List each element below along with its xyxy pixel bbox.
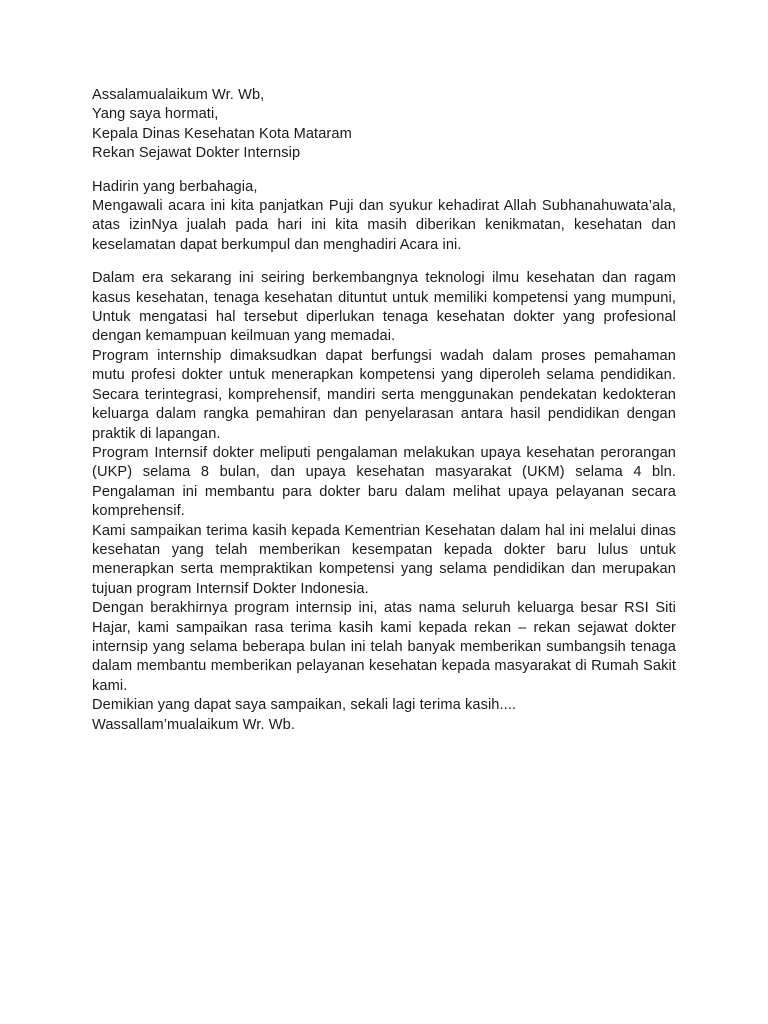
recipient-block	[92, 105, 676, 163]
recipient-line-internship-colleagues: Rekan Sejawat Dokter Internsip	[92, 145, 301, 162]
recipient-line-head-of-health-office: Kepala Dinas Kesehatan Kota Mataram	[92, 125, 352, 142]
body-paragraph-terima-kasih-kementrian: Kami sampaikan terima kasih kepada Kementrian Kesehatan dalam hal ini melalui dinas kesehatan yang telah memberikan kesempatan kepada dokter baru lulus untuk menerapkan serta mempraktikan kompetensi yang selama pendidikan dan merupakan tujuan program Internsif Dokter Indonesia.	[92, 522, 676, 597]
closing-line: Demikian yang dapat saya sampaikan, sekali lagi terima kasih....	[92, 697, 517, 714]
body-paragraph-era-teknologi: Dalam era sekarang ini seiring berkembangnya teknologi ilmu kesehatan dan ragam kasus kesehatan, tenaga kesehatan dituntut untuk memiliki kompetensi yang mumpuni, Untuk mengatasi hal tersebut diperlukan tenaga kesehatan dokter yang profesional dengan kemampuan keilmuan yang memadai.	[92, 270, 676, 345]
salutation-line: Assalamualaikum Wr. Wb,	[92, 87, 265, 103]
opening-block	[92, 178, 676, 256]
body-paragraph-opening: Mengawali acara ini kita panjatkan Puji dan syukur kehadirat Allah Subhanahuwata’ala, atas izinNya jualah pada hari ini kita masih diberikan kenikmatan, kesehatan dan keselamatan dapat berkumpul dan menghadiri Acara ini.	[92, 198, 676, 253]
closing-salutation-line: Wassallam’mualaikum Wr. Wb.	[92, 716, 295, 733]
recipient-line-honorific: Yang saya hormati,	[92, 106, 219, 123]
body-paragraph-ukp-ukm: Program Internsif dokter meliputi pengalaman melakukan upaya kesehatan perorangan (UKP) selama 8 bulan, dan upaya kesehatan masyarakat (UKM) selama 4 bln. Pengalaman ini membantu para dokter baru dalam melihat upaya pelayanan secara komprehensif.	[92, 444, 676, 520]
letter-body	[92, 86, 676, 735]
body-paragraph-berakhirnya-program: Dengan berakhirnya program internsip ini, atas nama seluruh keluarga besar RSI Siti Hajar, kami sampaikan rasa terima kasih kami kepada rekan – rekan sejawat dokter internsip yang selama beberapa bulan ini telah banyak memberikan sumbangsih tenaga dalam membantu memberikan pelayanan kesehatan kepada masyarakat di Rumah Sakit kami.	[92, 600, 676, 694]
body-paragraph-program-internship: Program internship dimaksudkan dapat berfungsi wadah dalam proses pemahaman mutu profesi dokter untuk menerapkan kompetensi yang diperoleh selama pendidikan. Secara terintegrasi, komprehensif, mandiri serta menggunakan pendekatan kedokteran keluarga dalam rangka pemahiran dan penyelarasan antara hasil pendidikan dengan praktik di lapangan.	[92, 347, 676, 442]
greeting-line: Hadirin yang berbahagia,	[92, 178, 258, 195]
